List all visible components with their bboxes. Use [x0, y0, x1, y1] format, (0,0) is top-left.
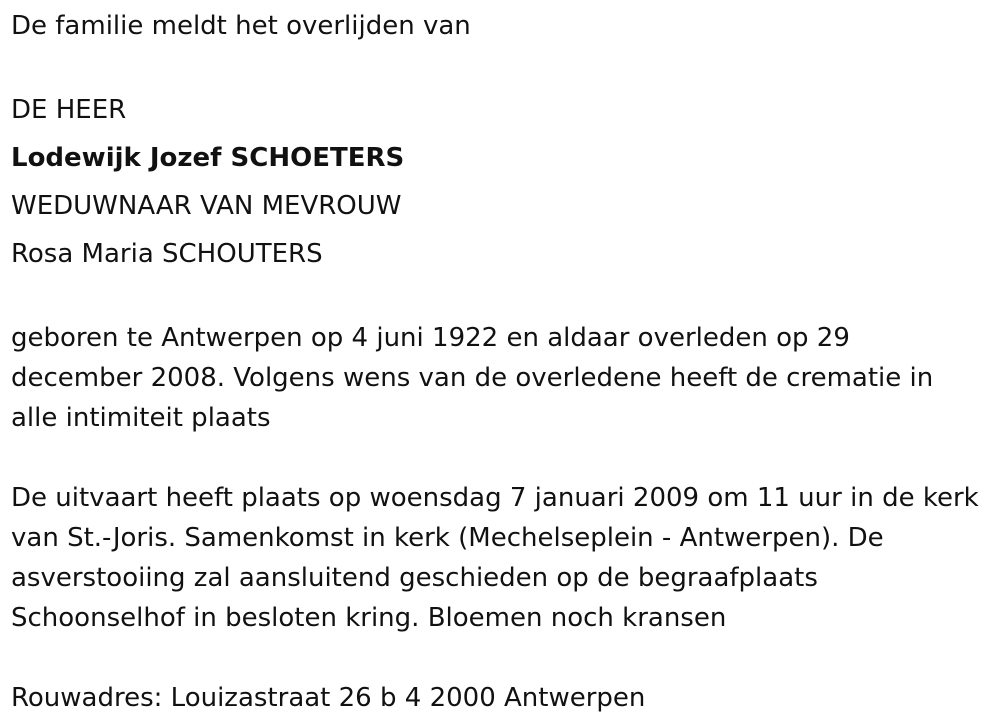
mourning-address: Rouwadres: Louizastraat 26 b 4 2000 Antwerpen: [11, 683, 646, 713]
funeral-paragraph: De uitvaart heeft plaats op woensdag 7 januari 2009 om 11 uur in de kerk van St.-Joris. Samenkomst in kerk (Mechelseplein - Antwerpen). De asverstooiing zal aansluitend geschieden op de begraafplaats Schoonselhof in besloten kring. Bloemen noch kransen: [11, 483, 979, 633]
deceased-name: Lodewijk Jozef SCHOETERS: [11, 143, 405, 173]
birth-death-paragraph: geboren te Antwerpen op 4 juni 1922 en aldaar overleden op 29 december 2008. Volgens wens van de overledene heeft de crematie in alle intimiteit plaats: [11, 323, 934, 433]
spouse-name: Rosa Maria SCHOUTERS: [11, 239, 323, 269]
relation-text: WEDUWNAAR VAN MEVROUW: [11, 191, 402, 221]
death-notice: [11, 0, 986, 718]
intro-text: De familie meldt het overlijden van: [11, 11, 471, 41]
honorific-title: DE HEER: [11, 95, 127, 125]
